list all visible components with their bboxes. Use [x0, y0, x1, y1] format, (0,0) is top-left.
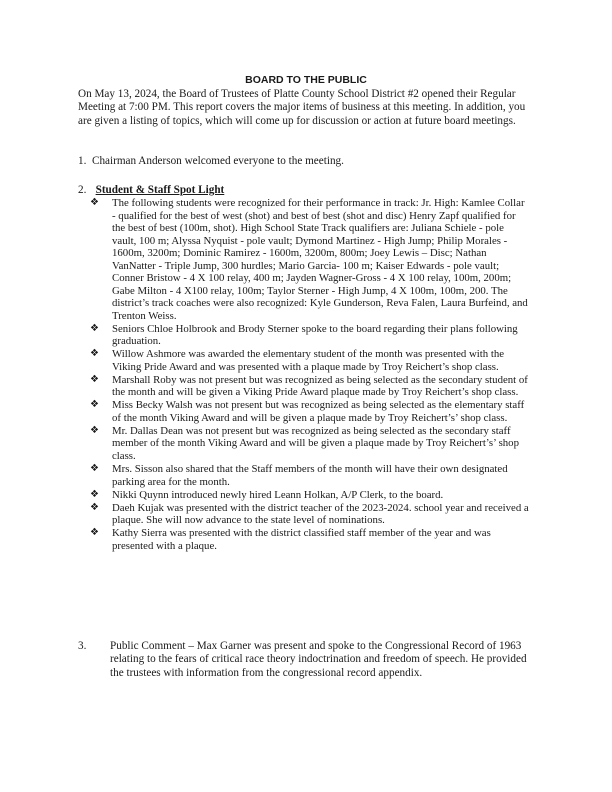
- list-item: [90, 348, 530, 373]
- spotlight-bullet-list: [90, 197, 530, 553]
- diamond-bullet-icon: ❖: [90, 197, 99, 208]
- list-item: [90, 463, 530, 488]
- bullet-text: Mr. Dallas Dean was not present but was recognized as being selected as the secondary staff member of the month Viking Award and will be given a plaque made by Troy Reichert’s’ shop class.: [112, 424, 519, 462]
- item-number: 2.: [78, 184, 87, 196]
- item-text: Chairman Anderson welcomed everyone to the meeting.: [91, 155, 344, 167]
- item-number: 1.: [78, 155, 87, 167]
- list-item: [90, 374, 530, 399]
- list-item: [90, 425, 530, 463]
- agenda-item-3: [78, 640, 540, 680]
- bullet-text: Miss Becky Walsh was not present but was recognized as being selected as the elementary staff of the month Viking Award and will be given a plaque made by Troy Reichert’s’ shop class.: [112, 399, 525, 424]
- diamond-bullet-icon: ❖: [90, 501, 99, 513]
- item-text: Public Comment – Max Garner was present and spoke to the Congressional Record of 1963 relating to the fears of critical race theory indoctrination and freedom of speech. He provided the trustees with information from the congressional record appendix.: [110, 640, 527, 679]
- list-item: [90, 323, 530, 348]
- list-item: [90, 399, 530, 424]
- diamond-bullet-icon: ❖: [90, 399, 99, 411]
- diamond-bullet-icon: ❖: [90, 463, 99, 475]
- bullet-text: Nikki Quynn introduced newly hired Leann Holkan, A/P Clerk, to the board.: [112, 488, 444, 501]
- diamond-bullet-icon: ❖: [90, 373, 99, 385]
- diamond-bullet-icon: ❖: [90, 348, 99, 360]
- bullet-text: Willow Ashmore was awarded the elementary student of the month was presented with the Viking Pride Award and was presented with a plaque made by Troy Reichert’s shop class.: [112, 348, 505, 373]
- bullet-text: Marshall Roby was not present but was recognized as being selected as the secondary student of the month and will be given a Viking Pride Award plaque made by Troy Reichert’s shop class.: [112, 373, 528, 399]
- item-number: 3.: [78, 640, 87, 652]
- diamond-bullet-icon: ❖: [90, 527, 99, 539]
- section-heading: Student & Staff Spot Light: [95, 184, 225, 196]
- page-title: BOARD TO THE PUBLIC: [245, 74, 367, 86]
- bullet-text: Kathy Sierra was presented with the district classified staff member of the year and was presented with a plaque.: [112, 527, 491, 552]
- list-item: [90, 489, 530, 502]
- list-item: [90, 502, 530, 527]
- agenda-item-1: [78, 155, 540, 168]
- intro-paragraph: On May 13, 2024, the Board of Trustees of Platte County School District #2 opened their Regular Meeting at 7:00 PM. This report covers the major items of business at this meeting. In addition, you are given a listing of topics, which will come up for discussion or action at future board meetings.: [78, 88, 526, 127]
- diamond-bullet-icon: ❖: [90, 424, 99, 436]
- diamond-bullet-icon: ❖: [90, 488, 99, 500]
- list-item: [90, 197, 530, 322]
- diamond-bullet-icon: ❖: [90, 322, 99, 334]
- bullet-text: Daeh Kujak was presented with the district teacher of the 2023-2024. school year and received a plaque. She will now advance to the state level of nominations.: [112, 501, 529, 527]
- bullet-text: Mrs. Sisson also shared that the Staff members of the month will have their own designated parking area for the month.: [112, 463, 508, 488]
- bullet-text: Seniors Chloe Holbrook and Brody Sterner spoke to the board regarding their plans following graduation.: [112, 322, 518, 348]
- list-item: [90, 527, 530, 552]
- bullet-text: The following students were recognized for their performance in track: Jr. High: Kamlee Collar - qualified for the best of west (shot) and best of best (shot and disc) Henry Zapf qualified for the best of best (100m, shot). High School State Track qualifiers are: Juliana Schiele - pole vault, 100 m; Alyssa Nyquist - pole vault; Dymond Martinez - High Jump; Philip Morales - 1600m, 3200m; Dominic Ramirez - 1600m, 3200m, 800m; Joey Lewis – Disc; Nathan VanNatter - Triple Jump, 300 hurdles; Mario Garcia- 100 m; Kaiser Edwards - pole vault; Conner Bristow - 4 X 100 relay, 400 m; Jayden Wagner-Gross - 4 X 100 relay, 100m, 200m; Gabe Milton - 4 X100 relay, 100m; Taylor Sterner - High Jump, 4 X 100m, 100m, 200. The district’s track coaches were also recognized: Kyle Gunderson, Reva Falen, Laura Burfeind, and Trenton Weiss.: [112, 197, 528, 322]
- agenda-item-2-heading: [78, 184, 540, 197]
